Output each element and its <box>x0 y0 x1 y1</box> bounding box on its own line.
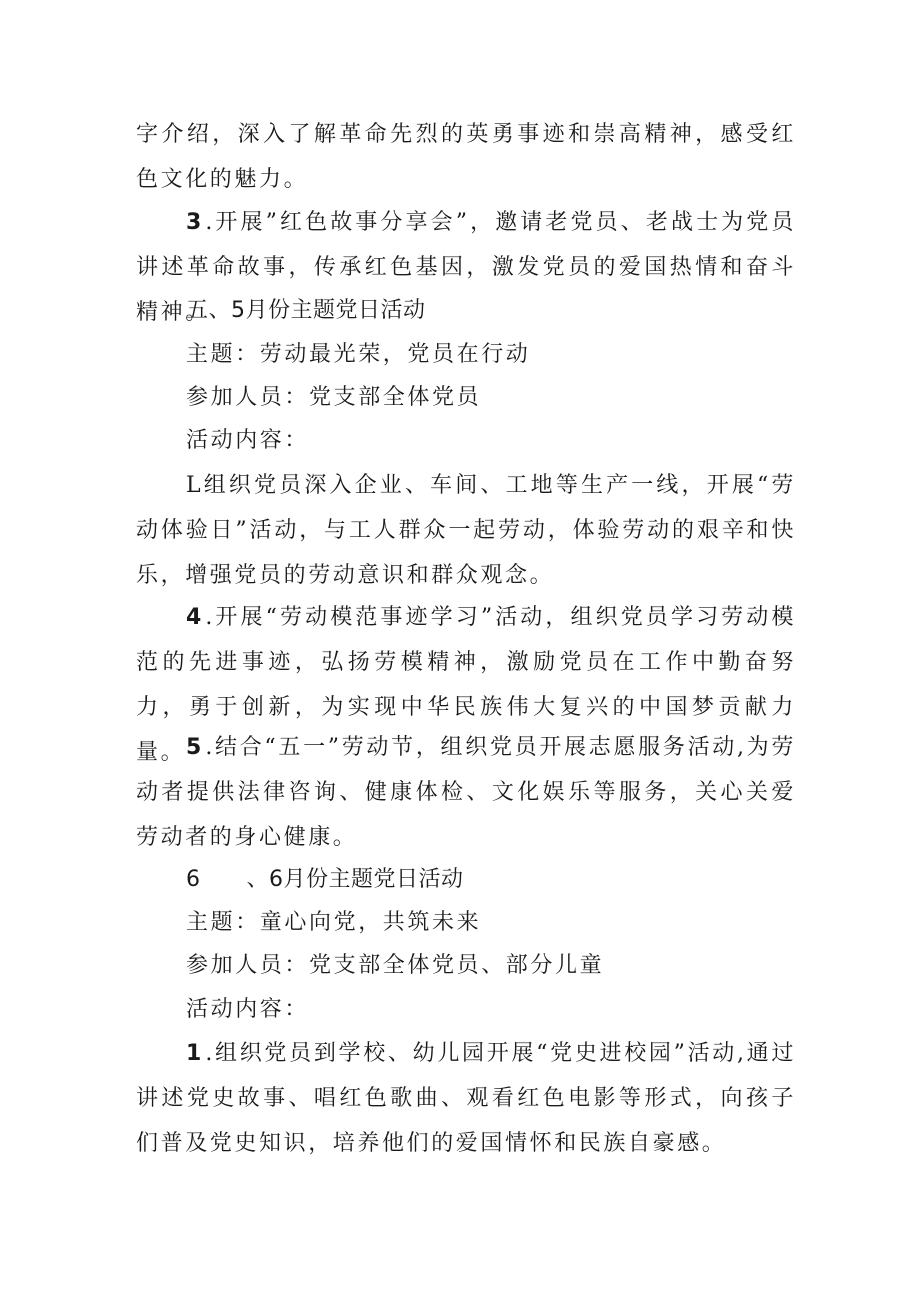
item-number: 4 <box>186 605 202 630</box>
list-item-5 <box>136 725 796 860</box>
paragraph-text: 字介绍，深入了解革命先烈的英勇事迹和崇高精神，感受红色文化的魅力。 <box>136 122 796 192</box>
item-text: .开展“劳动模范事迹学习”活动，组织党员学习劳动模范的先进事迹，弘扬劳模精神，激励党员在工作中勤奋努力，勇于创新，为实现中华民族伟大复兴的中国梦贡献力量。 <box>136 605 796 765</box>
list-item-1 <box>136 1031 796 1166</box>
item-text: L组织党员深入企业、车间、工地等生产一线，开展“劳动体验日”活动，与工人群众一起劳动，体验劳动的艰辛和快乐，增强党员的劳动意识和群众观念。 <box>136 473 796 588</box>
section-6-content-label: 活动内容： <box>186 997 310 1022</box>
section-5-heading: 五、5月份主题党日活动 <box>186 298 426 323</box>
section-6-participants: 参加人员：党支部全体党员、部分儿童 <box>186 953 605 978</box>
section-5-participants: 参加人员：党支部全体党员 <box>186 385 482 410</box>
section-5-theme: 主题：劳动最光荣，党员在行动 <box>186 342 531 367</box>
list-item-l <box>136 463 796 598</box>
section-6-heading-number: 6 <box>186 867 201 892</box>
item-text: .组织党员到学校、幼儿园开展“党史进校园”活动,通过讲述党史故事、唱红色歌曲、观看红色电影等形式，向孩子们普及党史知识，培养他们的爱国情怀和民族自豪感。 <box>136 1041 796 1156</box>
item-number: 1 <box>186 1041 202 1066</box>
item-text: .开展”红色故事分享会”，邀请老党员、老战士为党员讲述革命故事，传承红色基因，激发党员的爱国热情和奋斗精神。 <box>136 210 796 325</box>
item-number: 3 <box>186 210 202 235</box>
section-6-theme: 主题：童心向党，共筑未来 <box>186 910 482 935</box>
paragraph-continuation <box>136 112 796 202</box>
item-number: 5 <box>186 735 202 760</box>
item-text: .结合“五一”劳动节，组织党员开展志愿服务活动,为劳动者提供法律咨询、健康体检、文化娱乐等服务，关心关爱劳动者的身心健康。 <box>136 735 796 850</box>
section-5-content-label: 活动内容： <box>186 428 310 453</box>
section-6-heading <box>186 857 464 902</box>
section-6-heading-text: 、6月份主题党日活动 <box>246 867 464 892</box>
